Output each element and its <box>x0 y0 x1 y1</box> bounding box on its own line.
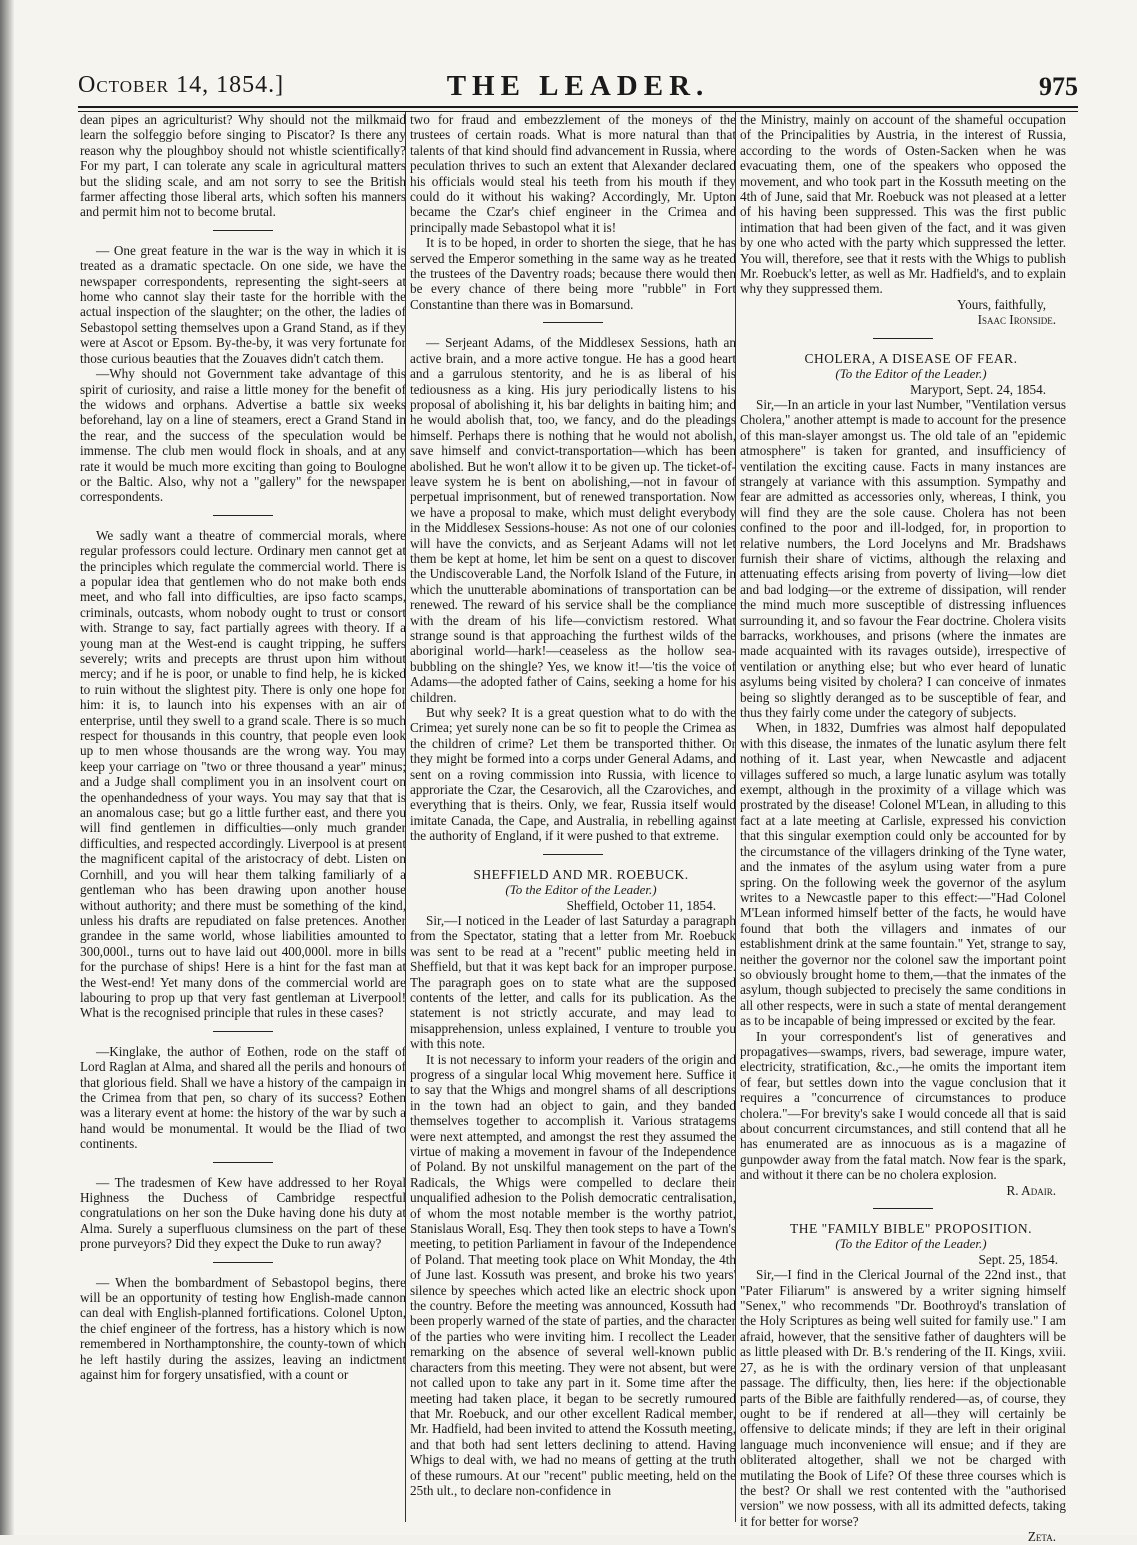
newspaper-title: THE LEADER. <box>446 70 710 102</box>
article-heading: CHOLERA, A DISEASE OF FEAR. <box>804 350 1018 366</box>
paragraph: two for fraud and embezzlement of the moneys of the trustees of certain roads. What is more natural than that talents of that kind should find advancement in Russia, where peculation thrives to such an extent that Alexander declared his officials would steal his teeth from his mouth if they could do it without his waking? Accordingly, Mr. Upton became the Czar's chief engineer in the Crimea and principally made Sebastopol what it is! <box>410 112 736 235</box>
page-binding-edge <box>0 0 14 1535</box>
paragraph: Sir,—In an article in your last Number, "Ventilation versus Cholera," another attempt is made to account for the presence of this man-slayer amongst us. The old tale of an "epidemic atmosphere" is taken for granted, and insufficiency of ventilation the exciting cause. Facts in many instances are strangely at variance with this assumption. Sympathy and fear are admitted as accessories only, whereas, I think, you will find they are the sole cause. Cholera has not been confined to the poor and ill-lodged, for, in proportion to relative numbers, the Lord Jocelyns and Mr. Bradshaws furnish their share of victims, although the relaxing and attenuating effects arising from poverty of living—low diet and bad lodging—or the extreme of dissipation, will render the mind much more susceptible of distressing influences surrounding it, and so favour the Fear doctrine. Cholera visits barracks, workhouses, and prisons (where the inmates are made acquainted with its ravages outside), irrespective of ventilation or anything else; but who ever heard of lunatic asylums being visited by cholera? I can conceive of inmates being so slightly deranged as to be susceptible of fear, and thus they fairly come under the category of subjects. <box>740 396 1066 721</box>
paragraph: the Ministry, mainly on account of the shameful occupation of the Principalities by Austria, in the interest of Russia, according to the words of Osten-Sacken when he was evacuating them, one of the speakers who opposed the movement, and who took part in the Kossuth meeting on the 4th of June, said that Mr. Roebuck was not pleased at a letter of his having been suppressed. This was the first public intimation that had been given of the fact, and it was given by one who acted with the party which suppressed the letter. You will, therefore, see that it rests with the Whigs to publish Mr. Roebuck's letter, as well as Mr. Hadfield's, and to explain why they suppressed them. <box>740 112 1066 297</box>
paragraph: Sir,—I noticed in the Leader of last Saturday a paragraph from the Spectator, stating that a letter from Mr. Roebuck was sent to be read at a "recent" public meeting held in Sheffield, but that it was kept back for an improper purpose. The paragraph goes on to state what are the supposed contents of the letter, and calls for its publication. As the statement is not strictly accurate, and may lead to misapprehension, unless explained, I venture to trouble you with this note. <box>410 912 736 1052</box>
section-separator <box>213 1031 273 1032</box>
paragraph: When, in 1832, Dumfries was almost half depopulated with this disease, the inmates of the lunatic asylum there felt nothing of it. Last year, when Newcastle and adjacent villages suffered so much, a large lunatic asylum was totally exempt, although in the proximity of a village which was prostrated by the disease! Colonel M'Lean, in alluding to this fact at a late meeting at Carlisle, expressed his conviction that this singular exemption could only be accounted for by the circumstance of the villagers drinking of the Tyne water, and the inmates of the asylum using water from a pure spring. On the following week the governor of the asylum writes to a Newcastle paper to this effect:—"Had Colonel M'Lean informed himself better of the facts, he would have found that both the villagers and inmates of our establishment drink at the same fountain." Yet, strange to say, neither the governor nor the colonel saw the important point so obviously brought home to them,—that the inmates of the asylum, though subjected to precisely the same conditions in all other respects, were in such a state of mental derangement as to be incapable of being impressed or excited by the fear. <box>740 720 1066 1029</box>
paragraph: We sadly want a theatre of commercial morals, where regular professors could lecture. Ordinary men cannot get at the principles which regulate the commercial world. There is a popular idea that gentlemen who do not make both ends meet, and who fall into difficulties, are ipso facto scamps, criminals, outcasts, whom nobody ought to trust or consort with. Strange to say, fact partially agrees with theory. If a young man at the West-end is caught tripping, he suffers severely; writs and precepts are thrust upon him without mercy; and if he is poor, or unable to find help, he is kicked to ruin without the slightest pity. There is only one hope for him: it is, to launch into his expenses with an air of enterprise, until they swell to a grand scale. There is so much respect for thousands in this country, that people even look up to men whose thousands are the wrong way. You may keep your carriage on "two or three thousand a year" minus; and a Judge shall compliment you in an insolvent court on the openhandedness of your ways. You may say that that is an anomalous case; but go a little further east, and there you will find gentlemen in difficulties—only much grander difficulties, and respected accordingly. Liverpool is at present the magnificent capital of the aristocracy of debt. Listen on Cornhill, and you will hear them talking familiarly of a gentleman who has been drawing upon another house without authority; and there must be something of the kind, unless his drafts are repudiated on false pretences. Another grandee in the same world, whose liabilities amounted to 300,000l., turns out to have laid out 400,000l. more in bills for the purchase of ships! Here is a hint for the fast man at the West-end! Yet many dons of the commercial world are labouring to prop up that very fast gentleman at Liverpool! What is the recognised principle that rules in these cases? <box>80 527 406 1021</box>
signature: Isaac Ironside. <box>977 312 1056 328</box>
column-3 <box>740 112 1066 1545</box>
article-subheading: (To the Editor of the Leader.) <box>835 1236 987 1252</box>
paragraph: Sir,—I find in the Clerical Journal of the 22nd inst., that "Pater Filiarum" is answered by a writer signing himself "Senex," who recommends "Dr. Boothroyd's translation of the Holy Scriptures as being well suited for family use." I am afraid, however, that the sensitive father of daughters will be as little pleased with Dr. B.'s rendering of the II. Kings, xviii. 27, as he is with the ordinary version of that unpleasant passage. The difficulty, then, lies here: if the objectionable parts of the Bible are faithfully rendered—as, of course, they ought to be if rendered at all—they will certainly be offensive to delicate minds; if they are left in their original language much inconvenience will ensue; and if they are obliterated altogether, shall we not be charged with mutilating the Book of Life? Of these three courses which is the best? Or shall we rest contented with the "authorised version" we now possess, with all its admitted defects, taking it for better for worse? <box>740 1267 1066 1529</box>
signature: R. Adair. <box>1006 1182 1056 1198</box>
paragraph: But why seek? It is a great question what to do with the Crimea; yet surely none can be so fit to people the Crimea as the children of crime? Let them be transported thither. Or they might be formed into a corps under General Adams, and sent on a roving commission into Russia, with licence to approriate the Czar, the Cesarovich, all the Czaroviches, and everything that is theirs. Only, we fear, Russia itself would imitate Canada, the Cape, and Australia, in rebelling against the authority of England, if it were pushed to that extreme. <box>410 705 736 844</box>
section-separator <box>213 230 273 231</box>
section-separator <box>873 1208 933 1209</box>
section-separator <box>543 854 603 855</box>
article-subheading: (To the Editor of the Leader.) <box>835 366 987 382</box>
article-heading: SHEFFIELD AND MR. ROEBUCK. <box>473 866 689 882</box>
page-number: 975 <box>1039 72 1078 101</box>
section-separator <box>543 322 603 323</box>
paragraph: In your correspondent's list of generatives and propagatives—swamps, rivers, bad sewerage, impure water, electricity, stratification, &c.,—he omits the important item of fear, but settles down into the vague conclusion that it requires a "concurrence of circumstances to produce cholera."—For brevity's sake I would concede all that is said about concurrent circumstances, and still contend that all he has enumerated are as innocuous as is a magazine of gunpowder away from the fatal match. Now fear is the spark, and without it there can be no cholera explosion. <box>740 1028 1066 1183</box>
letter-closing: Yours, faithfully, <box>956 296 1046 312</box>
article-subheading: (To the Editor of the Leader.) <box>505 882 657 898</box>
paragraph: dean pipes an agriculturist? Why should not the milkmaid learn the solfeggio before singing to Piscator? Is there any reason why the ploughboy should not whistle scientifically? For my part, I can tolerate any scale in agricultural matters but the sliding scale, and am not sorry to see the British farmer affecting those liberal arts, which soften his manners and permit him not to become brutal. <box>80 112 406 220</box>
paragraph: — When the bombardment of Sebastopol begins, there will be an opportunity of testing how English-made cannon can deal with English-planned fortifications. Colonel Upton, the chief engineer of the fortress, has a history which is now remembered in Northamptonshire, the county-town of which he left hastily during the assizes, leaving an indictment against him for forgery unsatisfied, with a count or <box>80 1274 406 1383</box>
dateline: Sept. 25, 1854. <box>978 1251 1058 1267</box>
section-separator <box>213 515 273 516</box>
section-separator <box>873 338 933 339</box>
paragraph: — Serjeant Adams, of the Middlesex Sessions, hath an active brain, and a more active tongue. He has a good heart and a garrulous stentority, and he is as liberal of his tediousness as a king. His jury periodically listens to his proposal of abolishing it, his bar delights in baiting him; and he would abolish that, too, we fancy, and do the pleadings himself. Perhaps there is nothing that he would not abolish, save himself and convict-transportation—which has been abolished. But he won't allow it to be given up. The ticket-of-leave system he is bent on abolishing,—not in favour of perpetual imprisonment, but of renewed transportation. Now we have a proposal to make, which must delight everybody in the Middlesex Sessions-house: As not one of our colonies will have the convicts, and as Serjeant Adams will not let them be kept at home, let him be sent on a quest to discover the Undiscoverable Land, the Norfolk Island of the Future, in which the unutterable abominations of transportation can be renewed. The reward of his service shall be the compliance with the dream of his life—convictism restored. What strange sound is that approaching the furthest wilds of the aboriginal world—hark!—ceaseless as the hollow sea-bubbling on the shingle? Yes, we know it!—'tis the voice of Adams—the adopted father of Cains, seeking a home for his children. <box>410 335 736 705</box>
paragraph: It is not necessary to inform your readers of the origin and progress of a singular local Whig movement here. Suffice it to say that the Whigs and mongrel shams of all descriptions in the town had an object to gain, and they banded themselves together to accomplish it. Various stratagems were next attempted, and amongst the rest they assumed the virtue of making a movement in favour of the Independence of Poland. By not unskilful management on the part of the Radicals, the Whigs were compelled to declare their unqualified adhesion to the Polish democratic centralisation, of whom the most notable member is the worthy patriot, Stanislaus Worall, Esq. They then took steps to have a Town's meeting, to petition Parliament in favour of the Independence of Poland. That meeting took place on Whit Monday, the 4th of June last. Kossuth was present, and broke his two years' silence by speeches which acted like an electric shock upon the country. Before the meeting was announced, Kossuth had been properly warned of the state of parties, and the character of the parties who were inviting him. I recollect the Leader remarking on the absence of several well-known public characters from this meeting. They were not absent, but were not called upon to take any part in it. Some time after the meeting had taken place, it began to be secretly rumoured that Mr. Roebuck, and our other excellent Radical member, Mr. Hadfield, had been invited to attend the Kossuth meeting, and that both had sent letters declining to attend. Having Whigs to deal with, we had no means of getting at the truth of these rumours. At our "recent" public meeting, held on the 25th ult., to declare non-confidence in <box>410 1051 736 1498</box>
signature: Zeta. <box>1027 1529 1056 1545</box>
paragraph: —Kinglake, the author of Eothen, rode on the staff of Lord Raglan at Alma, and shared all the perils and honours of that glorious field. Shall we have a history of the campaign in the Crimea from that pen, so chary of its success? Eothen was a literary event at home: the history of the war by such a hand would be monumental. It would be the Iliad of two continents. <box>80 1043 406 1152</box>
column-2 <box>410 112 736 1520</box>
section-separator <box>213 1162 273 1163</box>
paragraph: It is to be hoped, in order to shorten the siege, that he has served the Emperor something in the same way as he treated the trustees of the Daventry roads; because there would then be every chance of there being more "rubble" in Fort Constantine than there was in Bomarsund. <box>410 235 736 312</box>
section-separator <box>213 1262 273 1263</box>
article-heading: THE "FAMILY BIBLE" PROPOSITION. <box>790 1221 1032 1237</box>
paragraph: — The tradesmen of Kew have addressed to her Royal Highness the Duchess of Cambridge respectful congratulations on her son the Duke having done his duty at Alma. Surely a superfluous clumsiness on the part of these prone purveyors? Did they expect the Duke to run away? <box>80 1174 406 1252</box>
paragraph: —Why should not Government take advantage of this spirit of curiosity, and raise a little money for the benefit of the widows and orphans. Advertise a battle six weeks beforehand, lay on a line of steamers, erect a Grand Stand in the rear, and the success of the speculation would be immense. The club men would flock in shoals, and at any rate it would be much more exciting than going to Boulogne or the Baltic. Also, why not a "gallery" for the newspaper correspondents. <box>80 366 406 505</box>
dateline: Maryport, Sept. 24, 1854. <box>910 381 1046 397</box>
dateline: Sheffield, October 11, 1854. <box>566 897 716 913</box>
column-1 <box>80 112 406 1520</box>
issue-date: October 14, 1854.] <box>78 72 285 98</box>
masthead <box>78 72 1078 104</box>
paragraph: — One great feature in the war is the way in which it is treated as a dramatic spectacle. On one side, we have the newspaper correspondents, representing the sight-seers at home who cannot slay their taste for the horrible with the actual inspection of the slaughter; on the other, the ladies of Sebastopol setting themselves upon a Grand Stand, as if they were at Ascot or Epsom. By-the-by, it was very fortunate for those curious beauties that the Zouaves didn't catch them. <box>80 242 406 366</box>
